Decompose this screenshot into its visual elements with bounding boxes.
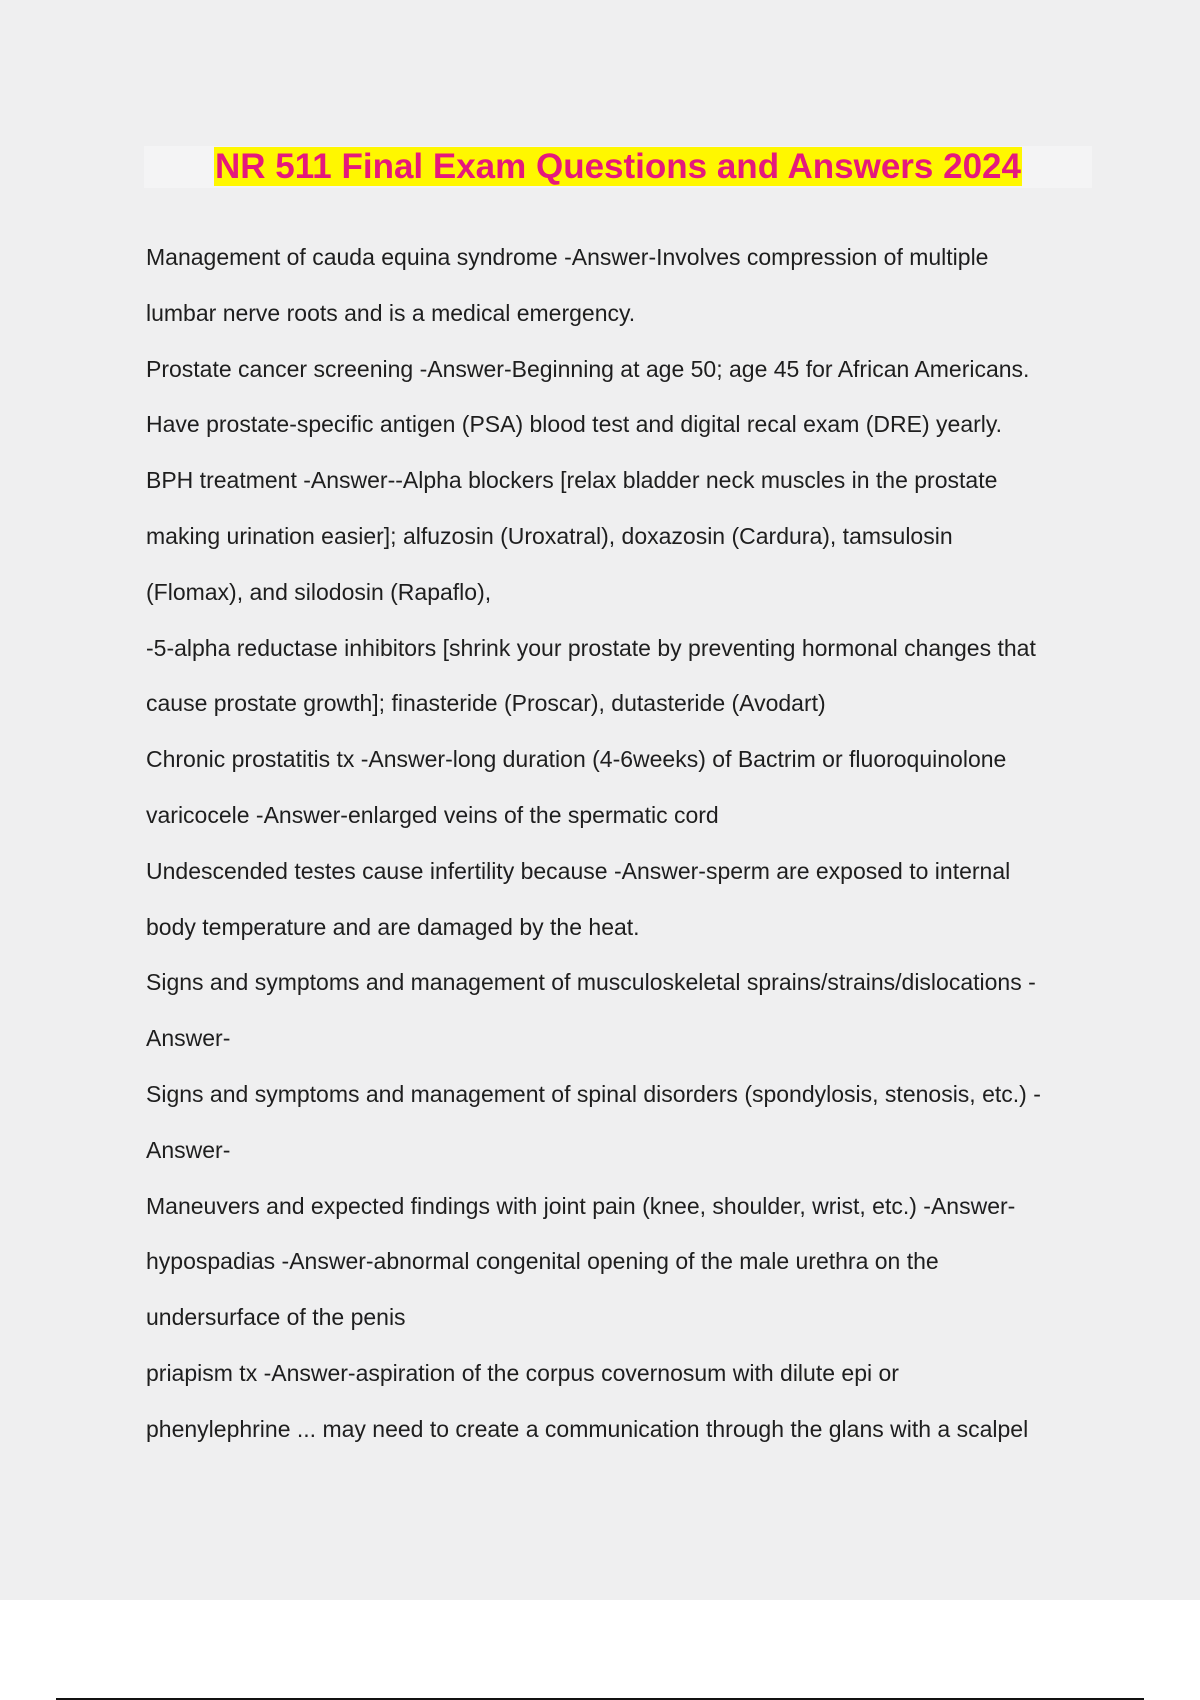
text-line: lumbar nerve roots and is a medical emergency. [146, 299, 636, 326]
text-line: undersurface of the penis [146, 1304, 406, 1331]
text-line: Undescended testes cause infertility because -Answer-sperm are exposed to internal [146, 857, 1011, 884]
text-line: making urination easier]; alfuzosin (Uroxatral), doxazosin (Cardura), tamsulosin [146, 522, 953, 549]
text-line: priapism tx -Answer-aspiration of the corpus covernosum with dilute epi or [146, 1359, 899, 1386]
text-line: BPH treatment -Answer--Alpha blockers [relax bladder neck muscles in the prostate [146, 467, 998, 494]
document-title-text: NR 511 Final Exam Questions and Answers 2024 [215, 147, 1021, 186]
text-line: hypospadias -Answer-abnormal congenital opening of the male urethra on the [146, 1248, 939, 1275]
text-line: Chronic prostatitis tx -Answer-long duration (4-6weeks) of Bactrim or fluoroquinolone [146, 746, 1007, 773]
text-line: Maneuvers and expected findings with joint pain (knee, shoulder, wrist, etc.) -Answer- [146, 1192, 1016, 1219]
text-line: body temperature and are damaged by the heat. [146, 913, 640, 940]
text-line: Answer- [146, 1025, 231, 1052]
text-line: phenylephrine ... may need to create a communication through the glans with a scalpel [146, 1415, 1029, 1442]
text-line: Answer- [146, 1136, 231, 1163]
text-line: Prostate cancer screening -Answer-Beginning at age 50; age 45 for African Americans. [146, 355, 1030, 382]
text-line: cause prostate growth]; finasteride (Proscar), dutasteride (Avodart) [146, 690, 826, 717]
text-line: Signs and symptoms and management of spinal disorders (spondylosis, stenosis, etc.) - [146, 1080, 1041, 1107]
text-line: (Flomax), and silodosin (Rapaflo), [146, 578, 492, 605]
text-line: varicocele -Answer-enlarged veins of the spermatic cord [146, 801, 719, 828]
text-line: Have prostate-specific antigen (PSA) blood test and digital recal exam (DRE) yearly. [146, 411, 1003, 438]
text-line: -5-alpha reductase inhibitors [shrink your prostate by preventing hormonal changes that [146, 634, 1036, 661]
text-line: Signs and symptoms and management of musculoskeletal sprains/strains/dislocations - [146, 969, 1036, 996]
text-line: Management of cauda equina syndrome -Answer-Involves compression of multiple [146, 244, 989, 270]
document-body [146, 229, 1096, 1457]
document-title [0, 146, 1200, 188]
